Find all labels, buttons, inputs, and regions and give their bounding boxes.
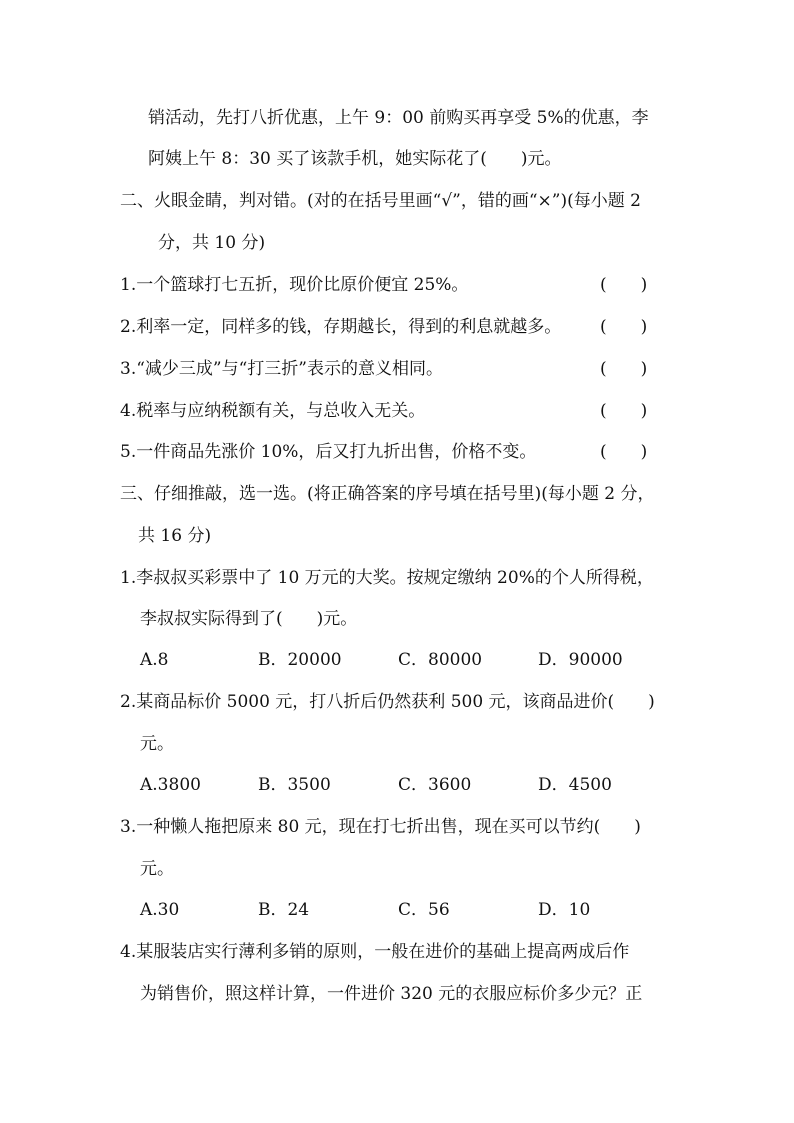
choice-q1-option-a: A.8 (140, 650, 169, 670)
choice-q1-line-1: 1.李叔叔买彩票中了 10 万元的大奖。按规定缴纳 20%的个人所得税， (120, 568, 654, 588)
choice-q3-line-2: 元。 (140, 859, 174, 879)
judge-answer-blank-4: ( ) (600, 401, 648, 421)
judge-item-4: 4.税率与应纳税额有关，与总收入无关。 (120, 401, 426, 421)
choice-q1-line-2: 李叔叔实际得到了( )元。 (140, 609, 358, 629)
choice-q4-line-2: 为销售价，照这样计算，一件进价 320 元的衣服应标价多少元？正 (140, 984, 643, 1004)
judge-answer-blank-2: ( ) (600, 317, 648, 337)
section2-heading-line-2: 分，共 10 分) (158, 233, 266, 253)
choice-q2-option-b: B．3500 (258, 775, 331, 795)
choice-q2-option-d: D．4500 (538, 775, 612, 795)
judge-answer-blank-5: ( ) (600, 442, 648, 462)
choice-q3-option-c: C．56 (398, 900, 450, 920)
section3-heading-line-1: 三、仔细推敲，选一选。(将正确答案的序号填在括号里)(每小题 2 分， (120, 484, 655, 504)
continuation-line-1: 销活动，先打八折优惠，上午 9：00 前购买再享受 5%的优惠，李 (148, 108, 649, 128)
choice-q1-option-c: C．80000 (398, 650, 483, 670)
choice-q2-line-2: 元。 (140, 734, 174, 754)
judge-answer-blank-3: ( ) (600, 359, 648, 379)
choice-q2-option-a: A.3800 (140, 775, 201, 795)
choice-q2-line-1: 2.某商品标价 5000 元，打八折后仍然获利 500 元，该商品进价( ) (120, 692, 655, 712)
choice-q1-option-d: D．90000 (538, 650, 623, 670)
section3-heading-line-2: 共 16 分) (138, 526, 212, 546)
judge-item-2: 2.利率一定，同样多的钱，存期越长，得到的利息就越多。 (120, 317, 562, 337)
judge-item-5: 5.一件商品先涨价 10%，后又打九折出售，价格不变。 (120, 442, 537, 462)
section2-heading-line-1: 二、火眼金睛，判对错。(对的在括号里画“√”，错的画“×”)(每小题 2 (120, 191, 641, 211)
judge-item-1: 1.一个篮球打七五折，现价比原价便宜 25%。 (120, 275, 469, 295)
choice-q3-line-1: 3.一种懒人拖把原来 80 元，现在打七折出售，现在买可以节约( ) (120, 817, 641, 837)
choice-q4-line-1: 4.某服装店实行薄利多销的原则，一般在进价的基础上提高两成后作 (120, 942, 630, 962)
judge-item-3: 3.“减少三成”与“打三折”表示的意义相同。 (120, 359, 443, 379)
continuation-line-2: 阿姨上午 8：30 买了该款手机，她实际花了( )元。 (148, 149, 562, 169)
choice-q2-option-c: C．3600 (398, 775, 472, 795)
choice-q3-option-a: A.30 (140, 900, 180, 920)
judge-answer-blank-1: ( ) (600, 275, 648, 295)
choice-q1-option-b: B．20000 (258, 650, 342, 670)
choice-q3-option-d: D．10 (538, 900, 591, 920)
choice-q3-option-b: B．24 (258, 900, 310, 920)
